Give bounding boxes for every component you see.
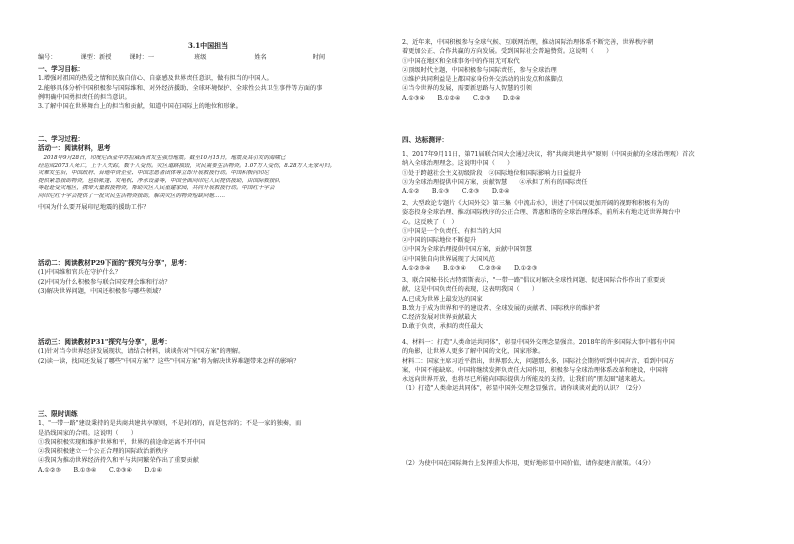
option-line: ④当今世界的发展，需要新思路与人智慧的引领 [402, 85, 532, 93]
option-line: ④中国独自向世界展现了大国风范 [402, 255, 495, 263]
material-line: 永远向世界开放，也将尽已所能向国际提供力所能及的支持，让我们的"朋友圈"越来越大。 [402, 376, 650, 384]
material-line: 2018年9月28日，印度尼西亚中苏拉威西省发生强烈地震。截至10月15日，地震及其引发的海啸已 [38, 155, 286, 161]
activity3-title: 活动三：阅读教材P31"探究与分享"，思考： [38, 338, 172, 346]
material-line: 提供紧急援助物资，包括帐篷、发电机、净水设备等，中国全面向印尼人民提供援助，由国际救援队 [38, 177, 281, 184]
option-line: ②我国积极建立一个公正合理的国际政治新秩序 [38, 448, 168, 456]
question-line: （2）为使中国在国际舞台上发挥重大作用，更好地彰显中国价值，请你提建言献策。（4分） [402, 460, 655, 467]
material-line: 4、材料一：打造"人类命运共同体"，彰显中国外交理念显强音。2018年的许多国际大事中都有中国 [402, 339, 675, 346]
material-line: 材料二：国家主席习近平指出，世界那么大，问题那么多，国际社会期待听到中国声音、看到中国方 [402, 357, 675, 365]
material-line: 经造成2073人死亡，上千人失踪，数千人受伤。灾区道路损毁，灾民需要生活物资。1.07万人受伤，8.28万人无家可归。 [38, 162, 335, 169]
activity1-question [38, 203, 386, 212]
question-line: （1）打造"人类命运共同体"，彰显中国外交理念显强音。请你谈谈对此的认识？（2分） [402, 385, 645, 393]
option-line: ①中国是一个负责任、有担当的大国 [402, 227, 501, 235]
activity3 [38, 338, 386, 366]
material-line: 向印尼红十字会提供了一批灾民生活物资援助，解决灾区的物资短缺问题…… [38, 192, 226, 199]
info-banji: 班级 [194, 54, 207, 61]
activity2 [38, 259, 386, 296]
activity2-line: (1)中国维和官兵在守护什么？ [38, 269, 122, 277]
option-line: ①中国在地区和全球事务中的作用无可取代 [402, 57, 520, 65]
activity1-title: 活动一：阅读材料，思考 [38, 144, 111, 153]
timed-practice [38, 410, 386, 475]
option-line: A.已成为世界上最发达的国家 [402, 295, 483, 303]
question-line: 是沿线国家的合唱。这说明（ ） [38, 429, 137, 437]
answer-choices: A.①②③④ B.①③④ C.②③④ D.①②③ [402, 265, 538, 273]
option-line: C.经济发展对世界贡献最大 [402, 314, 477, 322]
option-line: ③为全球治理提供中国方案，贡献智慧 ④承担了所有的国际责任 [402, 178, 588, 186]
question-line: 2、大型政论专题片《大国外交》第三集《中流击水》，讲述了中国以更加开阔的视野和积极有为的 [402, 200, 669, 207]
goals-heading: 一、学习目标： [38, 65, 85, 73]
activity1-material [38, 155, 386, 201]
activity3-line: (1)针对当今世界经济发展现状，请结合材料，谈谈你对"中国方案"的理解。 [38, 348, 245, 356]
info-xingming: 姓名 [254, 54, 267, 61]
option-line: ③中国为全球治理提供中国方案，贡献中国智慧 [402, 246, 532, 254]
info-keshi: 课时：一 [129, 54, 155, 61]
practice-heading: 三、限时训练 [38, 410, 78, 418]
activity3-line: (2)读一读，找国还发展了哪些"中国方案"？这些"中国方案"将为解决世界难题带来怎样的影响？ [38, 357, 300, 365]
info-shijian: 时间 [312, 54, 326, 61]
option-line: ①我国积极实现和维护世界和平，世界的前途命运离不开中国 [38, 438, 206, 446]
question-line: 着更加公正、合作共赢的方向发展。受到国际社会普遍赞赏。这说明（ ） [402, 48, 613, 56]
info-kexing: 课型：新授 [80, 54, 112, 61]
material-line: 案，中国不能缺席。中国将继续发挥负责任大国作用，积极参与全球治理体系改革和建设，中国将 [402, 366, 669, 374]
option-line: D.敢于负责，承担的责任最大 [402, 323, 483, 331]
question-line: 姿态投身全球治理、推动国际秩序的公正合理、普惠和谐的全球治理体系，前所未有地走近世界舞台中 [402, 209, 681, 217]
goal-line: 1.增强对祖国的热爱之情和民族自信心、自豪感及世界责任意识，做有担当的中国人。 [38, 75, 273, 83]
learning-process [38, 135, 386, 154]
activity2-title: 活动二：阅读教材P29下面的"探究与分享"，思考： [38, 259, 191, 267]
question-line: 1、"一带一路"建设秉持的是共商共建共享原则，不是封闭的，而是包容的；不是一家的独奏，而 [38, 420, 302, 428]
assessment-q4 [402, 338, 754, 394]
option-line: ②顶级时代主题，中国积极参与国际责任，参与全球治理 [402, 66, 557, 74]
answer-choices: A.①③④ B.①②④ C.②③ D.②④ [402, 94, 521, 102]
learning-goals [38, 65, 386, 111]
option-line: ①处于跨越社会主义初级阶段 ②国际地位和国际影响力日益提升 [402, 169, 582, 177]
answer-choices: A.①② B.①③ C.②③ D.②④ [402, 188, 510, 196]
answer-choices: A.①②③ B.①③④ C.②③④ D.①④ [38, 466, 163, 474]
assessment-q4-part2 [402, 459, 754, 468]
page-title: 3.1中国担当 [188, 41, 229, 50]
goal-line: 例明确中国勇担责任的担当意识。 [38, 93, 131, 101]
right-column [402, 0, 754, 544]
goal-line: 3.了解中国在世界舞台上的担当和贡献，知道中国在国际上的地位和形象。 [38, 103, 242, 111]
assessment-q2 [402, 199, 754, 273]
assessment [402, 136, 754, 145]
question-line: 2、近年来，中国积极参与全球气候、互联网治理，推动国际治理体系不断完善，世界秩序朝 [402, 39, 654, 46]
material-line: 等赶赴受灾地区，携带大量救援物资，帮助灾区人民重建家园，共同开展救援行动。中国红十字会 [38, 185, 275, 192]
question-line: 献，这是中国负责任的表现，这表明我国（ ） [402, 286, 539, 294]
process-heading: 二、学习过程： [38, 135, 85, 143]
activity2-line: (3)解决世界问题，中国还积极参与哪些领域？ [38, 287, 165, 295]
option-line: ②中国的国际地位不断提升 [402, 237, 477, 245]
left-column [38, 0, 386, 544]
option-line: B.致力于成为世界和平的建设者、全球发展的贡献者、国际秩序的维护者 [402, 304, 601, 312]
material-line: 的角影，让世界人更多了解中国的文化，国家形象。 [402, 348, 545, 356]
info-bianhao: 编号： [38, 54, 57, 61]
question-line: 1、2017年9月11日，第71届联合国大会通过决议，将"共商共建共享"原则（中国贡献的全球治理观）首次 [402, 151, 695, 158]
assessment-q3 [402, 276, 754, 332]
option-line: ③维护共同利益是上都国家身份外交活动的出发点和落脚点 [402, 76, 563, 84]
assessment-q1 [402, 150, 754, 196]
info-bar [38, 53, 386, 62]
question-line: 纳入全球治理理念。这说明中国（ ） [402, 160, 514, 168]
question-line: 3、联合国秘书长古特雷斯表示，"一带一路"倡议对解决全球性问题、促进国际合作作出了重要贡 [402, 277, 666, 284]
activity2-line: (2)中国为什么积极参与联合国安理会维和行动？ [38, 278, 171, 286]
option-line: ④我国为推动世界经济持久和平与共同繁荣作出了重要贡献 [38, 457, 199, 465]
question-line: 心。这反映了（ ） [402, 218, 458, 226]
goal-line: 2.能够具体分析中国积极参与国际维和、对外经济援助、全球环境保护、全球性公共卫生事件等方面的事 [38, 84, 323, 92]
assessment-heading: 四、达标测评： [402, 136, 449, 144]
question-2 [402, 38, 754, 103]
material-line: 灾难发生后，中国政府、台地中资企业、中国志愿者团体等立即开展救援行动。中国积极向印尼 [38, 170, 270, 177]
activity1-question-text: 中国为什么要开展印尼地震的援助工作？ [38, 204, 150, 211]
